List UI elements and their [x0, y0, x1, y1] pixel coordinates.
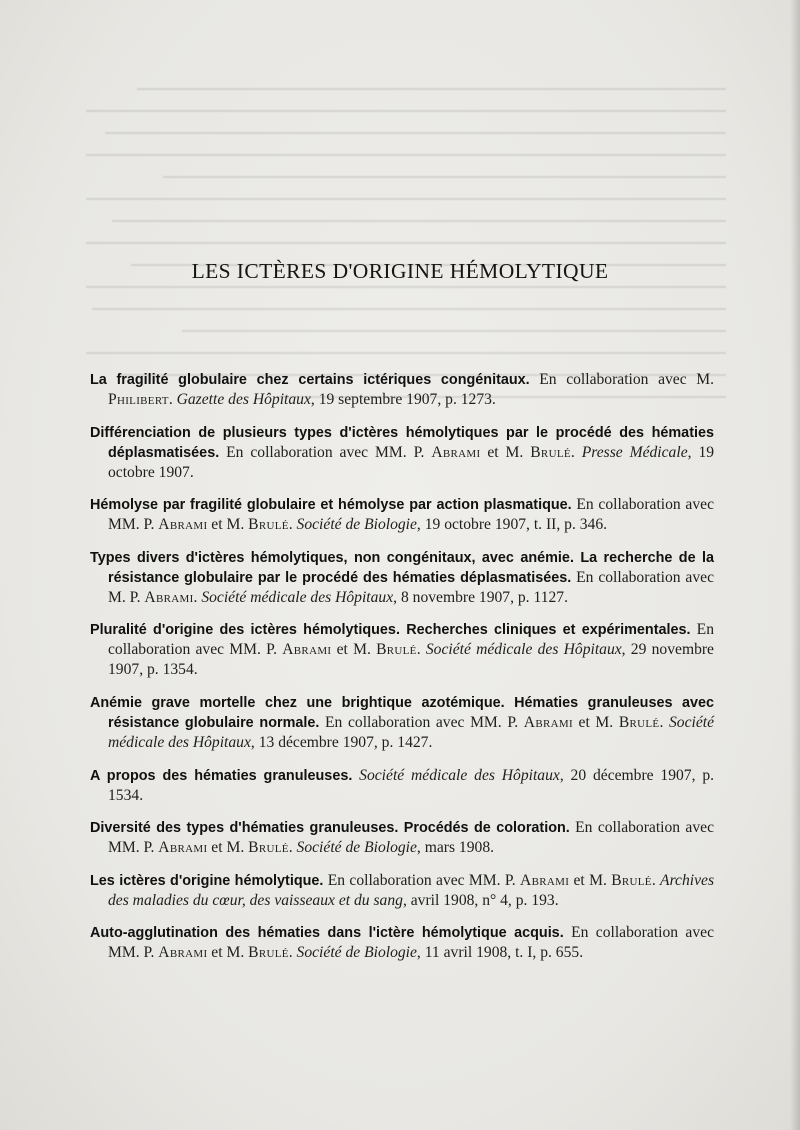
bibliography-entry: Pluralité d'origine des ictères hémolytiques. Recherches cliniques et expérimentales. En collaboration avec MM. P. Abrami et M. Brulé. Société médicale des Hôpitaux, 29 novembre 1907, p. 1354.: [90, 621, 714, 679]
bibliography-entry: Différenciation de plusieurs types d'ictères hémolytiques par le procédé des hématies déplasmatisées. En collaboration avec MM. P. Abrami et M. Brulé. Presse Médicale, 19 octobre 1907.: [90, 424, 715, 481]
bibliography-entry: Les ictères d'origine hémolytique. En collaboration avec MM. P. Abrami et M. Brulé. Archives des maladies du cœur, des vaisseaux et du sang, avril 1908, n° 4, p. 193.: [90, 871, 715, 909]
author-name: Abrami: [158, 516, 208, 534]
author-name: Abrami: [431, 443, 481, 461]
bibliography-entry: A propos des hématies granuleuses. Société médicale des Hôpitaux, 20 décembre 1907, p. 1534.: [90, 766, 715, 804]
entry-title: Les ictères d'origine hémolytique.: [90, 872, 324, 889]
bibliography-entry: Types divers d'ictères hémolytiques, non congénitaux, avec anémie. La recherche de la résistance globulaire par le procédé des hématies déplasmatisées. En collaboration avec M. P. Abrami. Société médicale des Hôpitaux, 8 novembre 1907, p. 1127.: [90, 549, 714, 606]
author-name: Abrami: [523, 713, 573, 731]
entry-title: Pluralité d'origine des ictères hémolytiques. Recherches cliniques et expérimentales.: [90, 622, 691, 639]
bibliography-entry: Hémolyse par fragilité globulaire et hémolyse par action plasmatique. En collaboration avec MM. P. Abrami et M. Brulé. Société de Biologie, 19 octobre 1907, t. II, p. 346.: [90, 496, 714, 534]
journal-name: Société de Biologie: [296, 944, 417, 962]
journal-name: Société médicale des Hôpitaux: [359, 766, 560, 784]
entry-title: A propos des hématies granuleuses.: [90, 767, 353, 784]
journal-name: Archives des maladies du cœur, des vaisseaux et du sang: [108, 871, 715, 909]
journal-name: Gazette des Hôpitaux: [176, 391, 311, 408]
entry-title: Anémie grave mortelle chez une brightique azotémique. Hématies granuleuses avec résistance globulaire normale.: [90, 694, 714, 731]
author-name: Brulé: [376, 641, 417, 659]
author-name: Abrami: [520, 871, 570, 889]
author-name: Abrami: [158, 839, 208, 857]
author-name: Brulé: [248, 516, 289, 534]
bibliography-list: [90, 370, 714, 976]
page-edge-shadow: [790, 0, 800, 1130]
journal-name: Société de Biologie: [296, 516, 417, 534]
author-name: Brulé: [248, 944, 289, 962]
journal-name: Société médicale des Hôpitaux: [201, 588, 394, 606]
entry-title: Différenciation de plusieurs types d'ictères hémolytiques par le procédé des hématies déplasmatisées.: [90, 424, 714, 461]
entry-title: Types divers d'ictères hémolytiques, non congénitaux, avec anémie. La recherche de la résistance globulaire par le procédé des hématies déplasmatisées.: [90, 549, 714, 586]
bibliography-entry: La fragilité globulaire chez certains ictériques congénitaux. En collaboration avec M. Philibert. Gazette des Hôpitaux, 19 septembre 1907, p. 1273.: [90, 371, 714, 408]
journal-name: Société médicale des Hôpitaux: [108, 713, 715, 751]
entry-title: Auto-agglutination des hématies dans l'ictère hémolytique acquis.: [90, 925, 564, 942]
author-name: Brulé: [611, 871, 652, 889]
journal-name: Société médicale des Hôpitaux: [425, 641, 622, 659]
entry-title: Hémolyse par fragilité globulaire et hémolyse par action plasmatique.: [90, 497, 572, 514]
author-name: Philibert: [108, 391, 169, 408]
journal-name: Société de Biologie: [296, 839, 417, 857]
author-name: Brulé: [530, 443, 571, 461]
page-title: LES ICTÈRES D'ORIGINE HÉMOLYTIQUE: [191, 259, 609, 284]
bibliography-entry: Anémie grave mortelle chez une brightique azotémique. Hématies granuleuses avec résistance globulaire normale. En collaboration avec MM. P. Abrami et M. Brulé. Société médicale des Hôpitaux, 13 décembre 1907, p. 1427.: [90, 694, 715, 751]
entry-title: Diversité des types d'hématies granuleuses. Procédés de coloration.: [90, 820, 570, 837]
bibliography-entry: Diversité des types d'hématies granuleuses. Procédés de coloration. En collaboration avec MM. P. Abrami et M. Brulé. Société de Biologie, mars 1908.: [90, 819, 714, 857]
author-name: Abrami: [158, 944, 208, 962]
author-name: Abrami: [144, 588, 194, 606]
journal-name: Presse Médicale: [581, 443, 688, 461]
bibliography-entry: Auto-agglutination des hématies dans l'ictère hémolytique acquis. En collaboration avec MM. P. Abrami et M. Brulé. Société de Biologie, 11 avril 1908, t. I, p. 655.: [90, 924, 714, 962]
entry-title: La fragilité globulaire chez certains ictériques congénitaux.: [90, 372, 530, 388]
author-name: Brulé: [248, 839, 289, 857]
author-name: Abrami: [282, 641, 332, 659]
author-name: Brulé: [618, 713, 660, 731]
